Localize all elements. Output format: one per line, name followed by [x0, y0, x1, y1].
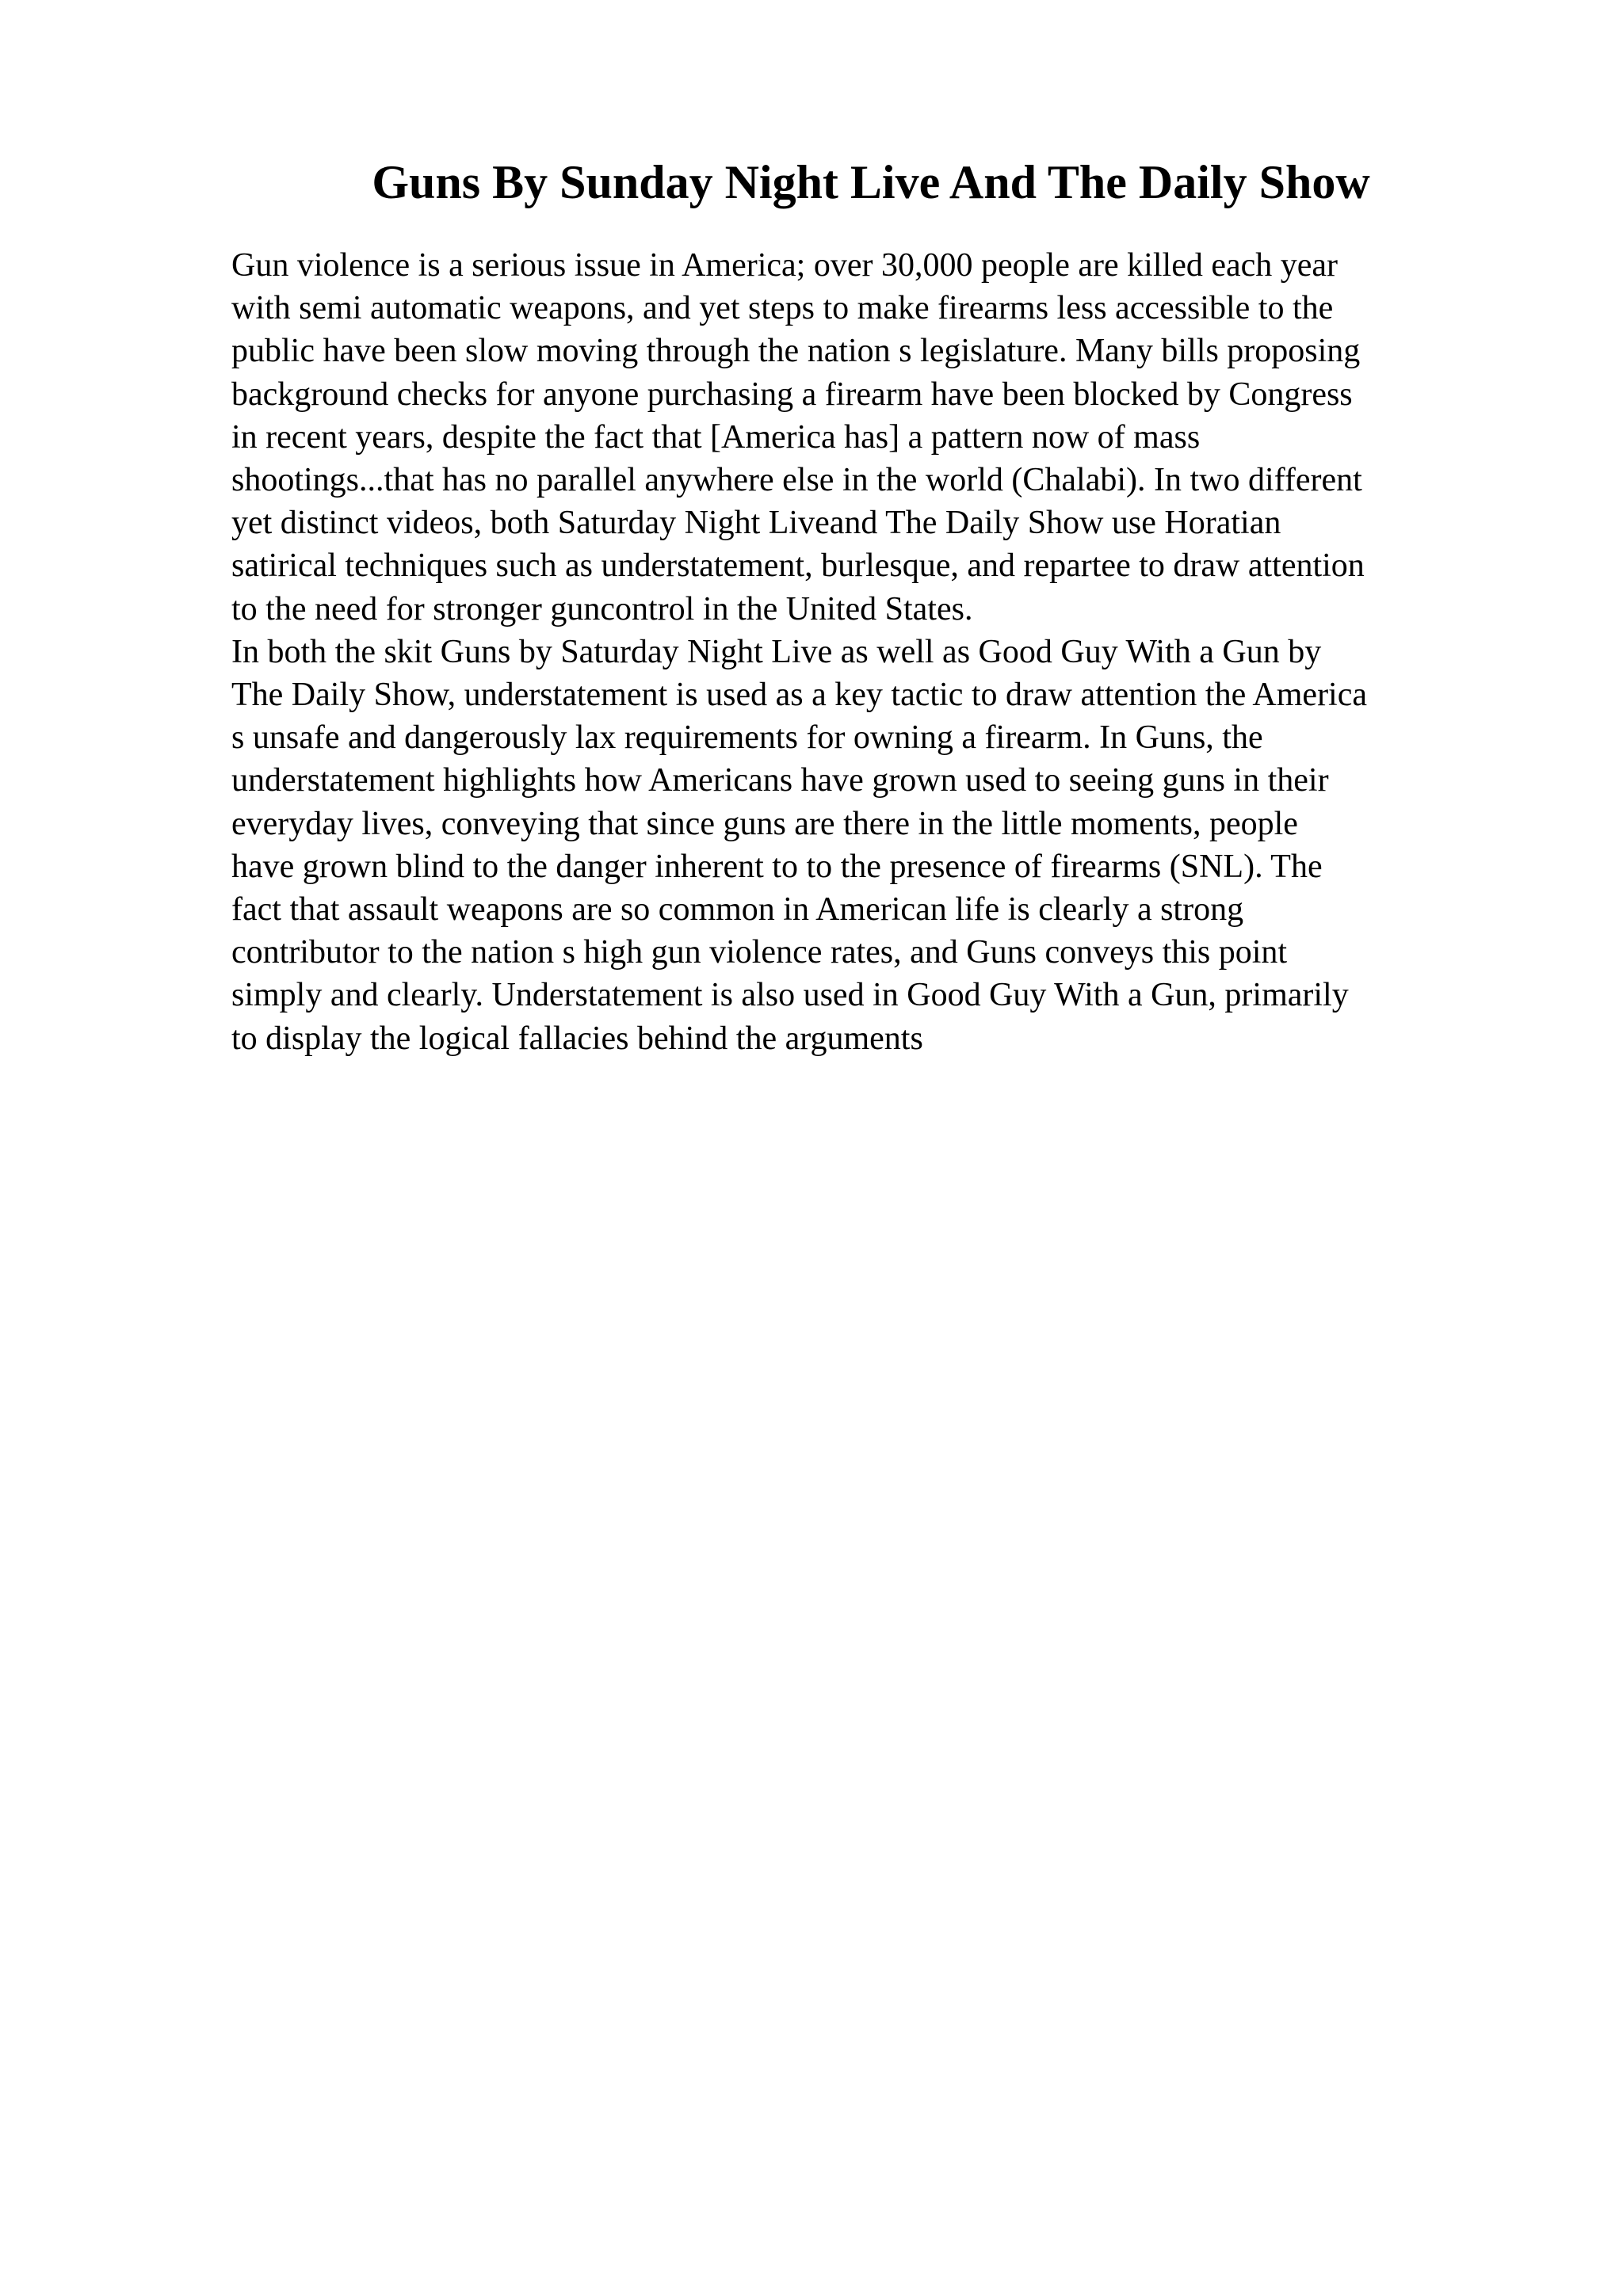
body-line: fact that assault weapons are so common in American life is clearly a strong — [231, 891, 1244, 929]
body-line: contributor to the nation s high gun violence rates, and Guns conveys this point — [231, 934, 1288, 971]
body-line: to the need for stronger guncontrol in the United States. — [231, 590, 973, 627]
body-line: satirical techniques such as understatement, burlesque, and repartee to draw attention — [231, 547, 1365, 585]
body-line: in recent years, despite the fact that [America has] a pattern now of mass — [231, 418, 1201, 456]
body-line: yet distinct videos, both Saturday Night Liveand The Daily Show use Horatian — [231, 505, 1281, 542]
document-title: Guns By Sunday Night Live And The Daily Show — [372, 156, 1370, 208]
body-line: s unsafe and dangerously lax requirements for owning a firearm. In Guns, the — [231, 719, 1263, 757]
body-line: public have been slow moving through the nation s legislature. Many bills proposing — [231, 333, 1361, 370]
body-line: background checks for anyone purchasing a firearm have been blocked by Congress — [231, 376, 1353, 413]
body-line: understatement highlights how Americans have grown used to seeing guns in their — [231, 762, 1329, 799]
body-line: to display the logical fallacies behind the arguments — [231, 1020, 923, 1057]
body-line: everyday lives, conveying that since guns are there in the little moments, people — [231, 805, 1298, 842]
body-line: Gun violence is a serious issue in America; over 30,000 people are killed each year — [231, 247, 1338, 284]
body-line: simply and clearly. Understatement is also used in Good Guy With a Gun, primarily — [231, 977, 1349, 1014]
document-body — [231, 244, 1531, 1060]
body-line: In both the skit Guns by Saturday Night Live as well as Good Guy With a Gun by — [231, 633, 1322, 670]
body-line: have grown blind to the danger inherent to to the presence of firearms (SNL). The — [231, 848, 1323, 885]
body-line: The Daily Show, understatement is used as a key tactic to draw attention the America — [231, 677, 1368, 714]
body-line: shootings...that has no parallel anywhere else in the world (Chalabi). In two different — [231, 462, 1362, 499]
body-line: with semi automatic weapons, and yet steps to make firearms less accessible to the — [231, 290, 1334, 327]
